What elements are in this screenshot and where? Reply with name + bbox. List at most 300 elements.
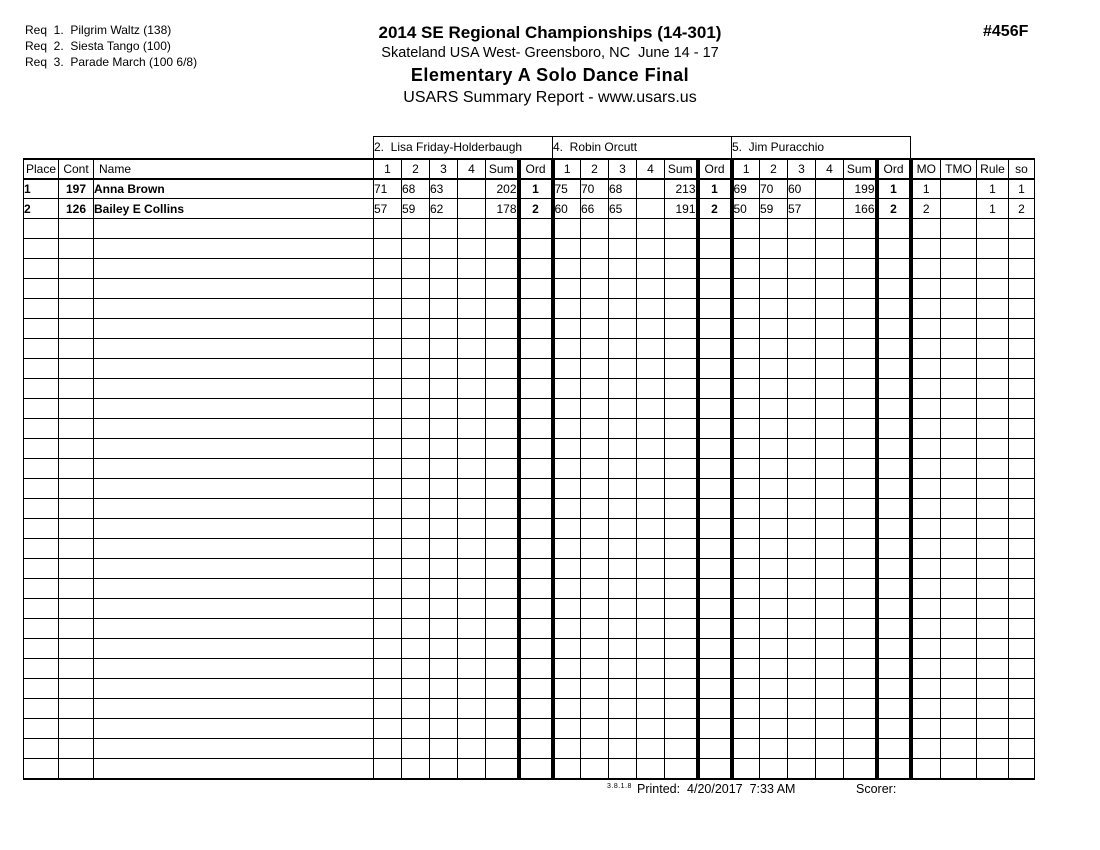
sum-cell bbox=[486, 479, 519, 499]
cont-number-cell bbox=[59, 239, 94, 259]
mo-cell bbox=[911, 219, 941, 239]
score-cell: 70 bbox=[760, 179, 788, 199]
score-cell bbox=[788, 259, 816, 279]
score-cell bbox=[788, 419, 816, 439]
title-block bbox=[0, 22, 1100, 108]
tmo-cell bbox=[941, 639, 977, 659]
score-cell bbox=[788, 279, 816, 299]
sum-cell bbox=[486, 259, 519, 279]
skater-name-cell bbox=[94, 479, 374, 499]
judge-name-label: 5. Jim Puracchio bbox=[732, 137, 911, 159]
empty-row bbox=[24, 619, 1035, 639]
col-header-place: Place bbox=[24, 159, 59, 179]
score-cell bbox=[553, 519, 581, 539]
tmo-cell bbox=[941, 659, 977, 679]
ordinal-cell bbox=[519, 639, 553, 659]
score-cell bbox=[637, 299, 665, 319]
so-cell bbox=[1009, 419, 1035, 439]
score-cell bbox=[788, 499, 816, 519]
tmo-cell bbox=[941, 579, 977, 599]
score-cell bbox=[637, 619, 665, 639]
judge-name-label: 2. Lisa Friday-Holderbaugh bbox=[374, 137, 553, 159]
score-cell bbox=[374, 359, 402, 379]
score-cell bbox=[581, 719, 609, 739]
rule-cell bbox=[977, 579, 1009, 599]
sum-cell bbox=[665, 259, 698, 279]
empty-row bbox=[24, 719, 1035, 739]
score-cell bbox=[816, 739, 844, 759]
score-cell bbox=[760, 579, 788, 599]
requirement-line: Req 2. Siesta Tango (100) bbox=[25, 39, 171, 53]
mo-cell bbox=[911, 299, 941, 319]
mo-cell bbox=[911, 399, 941, 419]
cont-number-cell bbox=[59, 299, 94, 319]
ordinal-cell bbox=[877, 379, 911, 399]
ordinal-cell bbox=[519, 379, 553, 399]
rule-cell: 1 bbox=[977, 179, 1009, 199]
empty-row bbox=[24, 439, 1035, 459]
mo-cell bbox=[911, 719, 941, 739]
tmo-cell bbox=[941, 759, 977, 779]
sum-cell bbox=[844, 479, 877, 499]
score-cell bbox=[637, 279, 665, 299]
ordinal-cell bbox=[698, 739, 732, 759]
score-cell bbox=[458, 319, 486, 339]
ordinal-cell bbox=[698, 339, 732, 359]
score-cell bbox=[581, 659, 609, 679]
mo-cell bbox=[911, 559, 941, 579]
skater-name-cell bbox=[94, 639, 374, 659]
score-cell bbox=[760, 359, 788, 379]
ordinal-cell: 1 bbox=[877, 179, 911, 199]
score-cell bbox=[581, 359, 609, 379]
score-cell bbox=[732, 619, 760, 639]
rule-cell bbox=[977, 479, 1009, 499]
score-cell bbox=[581, 419, 609, 439]
skater-name-cell bbox=[94, 459, 374, 479]
ordinal-cell bbox=[698, 479, 732, 499]
skater-name-cell bbox=[94, 599, 374, 619]
rule-cell bbox=[977, 559, 1009, 579]
score-cell bbox=[732, 299, 760, 319]
score-cell bbox=[732, 659, 760, 679]
cont-number-cell bbox=[59, 639, 94, 659]
score-cell bbox=[732, 519, 760, 539]
place-cell bbox=[24, 559, 59, 579]
score-cell bbox=[581, 619, 609, 639]
ordinal-cell bbox=[698, 619, 732, 639]
tmo-cell bbox=[941, 239, 977, 259]
so-cell bbox=[1009, 279, 1035, 299]
sum-cell bbox=[486, 639, 519, 659]
score-cell bbox=[458, 519, 486, 539]
score-cell bbox=[374, 259, 402, 279]
col-header-score: 3 bbox=[788, 159, 816, 179]
place-cell bbox=[24, 299, 59, 319]
ordinal-cell bbox=[698, 459, 732, 479]
score-cell bbox=[816, 279, 844, 299]
sum-cell bbox=[844, 359, 877, 379]
sum-cell bbox=[844, 379, 877, 399]
score-cell bbox=[816, 239, 844, 259]
score-cell bbox=[637, 579, 665, 599]
ordinal-cell bbox=[877, 539, 911, 559]
ordinal-cell: 2 bbox=[877, 199, 911, 219]
score-cell bbox=[581, 459, 609, 479]
score-cell bbox=[637, 379, 665, 399]
mo-cell: 1 bbox=[911, 179, 941, 199]
score-cell bbox=[374, 659, 402, 679]
sum-cell bbox=[665, 559, 698, 579]
score-cell bbox=[816, 599, 844, 619]
place-cell bbox=[24, 679, 59, 699]
ordinal-cell bbox=[698, 699, 732, 719]
score-cell bbox=[637, 519, 665, 539]
score-cell bbox=[458, 339, 486, 359]
score-cell bbox=[788, 399, 816, 419]
score-cell bbox=[732, 319, 760, 339]
place-cell bbox=[24, 479, 59, 499]
mo-cell bbox=[911, 359, 941, 379]
col-header-mo: MO bbox=[911, 159, 941, 179]
sum-cell bbox=[665, 439, 698, 459]
skater-name-cell bbox=[94, 439, 374, 459]
score-cell bbox=[458, 179, 486, 199]
ordinal-cell bbox=[698, 359, 732, 379]
so-cell bbox=[1009, 559, 1035, 579]
score-cell bbox=[458, 299, 486, 319]
empty-row bbox=[24, 459, 1035, 479]
empty-row bbox=[24, 379, 1035, 399]
score-cell bbox=[402, 359, 430, 379]
empty-row bbox=[24, 259, 1035, 279]
empty-row bbox=[24, 319, 1035, 339]
sum-cell bbox=[665, 679, 698, 699]
col-header-score: 2 bbox=[760, 159, 788, 179]
sum-cell: 166 bbox=[844, 199, 877, 219]
score-cell bbox=[732, 259, 760, 279]
score-cell bbox=[788, 679, 816, 699]
so-cell bbox=[1009, 379, 1035, 399]
cont-number-cell bbox=[59, 659, 94, 679]
ordinal-cell bbox=[877, 219, 911, 239]
score-cell bbox=[581, 559, 609, 579]
score-cell bbox=[458, 659, 486, 679]
ordinal-cell bbox=[519, 339, 553, 359]
score-cell bbox=[609, 559, 637, 579]
score-cell bbox=[458, 459, 486, 479]
empty-row bbox=[24, 339, 1035, 359]
score-cell bbox=[788, 339, 816, 359]
sum-cell bbox=[486, 559, 519, 579]
sum-cell bbox=[844, 319, 877, 339]
score-cell bbox=[816, 259, 844, 279]
tmo-cell bbox=[941, 499, 977, 519]
score-cell bbox=[553, 539, 581, 559]
score-cell bbox=[732, 719, 760, 739]
score-cell bbox=[788, 599, 816, 619]
empty-row bbox=[24, 599, 1035, 619]
ordinal-cell bbox=[877, 639, 911, 659]
score-cell bbox=[637, 339, 665, 359]
score-cell bbox=[458, 559, 486, 579]
score-cell bbox=[637, 179, 665, 199]
score-cell bbox=[430, 279, 458, 299]
ordinal-cell bbox=[877, 459, 911, 479]
skater-name-cell bbox=[94, 299, 374, 319]
score-cell bbox=[760, 539, 788, 559]
score-cell bbox=[458, 499, 486, 519]
score-cell bbox=[581, 539, 609, 559]
col-header-sum: Sum bbox=[486, 159, 519, 179]
ordinal-cell bbox=[877, 559, 911, 579]
score-cell bbox=[402, 579, 430, 599]
score-cell bbox=[816, 179, 844, 199]
sum-cell bbox=[486, 599, 519, 619]
sum-cell bbox=[844, 459, 877, 479]
cont-number-cell bbox=[59, 219, 94, 239]
sum-cell bbox=[665, 719, 698, 739]
mo-cell bbox=[911, 759, 941, 779]
rule-cell bbox=[977, 599, 1009, 619]
score-cell bbox=[788, 559, 816, 579]
rule-cell bbox=[977, 699, 1009, 719]
score-cell bbox=[458, 259, 486, 279]
tmo-cell bbox=[941, 479, 977, 499]
rule-cell bbox=[977, 519, 1009, 539]
ordinal-cell bbox=[698, 719, 732, 739]
score-cell bbox=[430, 339, 458, 359]
score-cell bbox=[760, 759, 788, 779]
place-cell bbox=[24, 539, 59, 559]
score-cell bbox=[637, 699, 665, 719]
score-cell bbox=[760, 559, 788, 579]
score-cell bbox=[581, 239, 609, 259]
ordinal-cell bbox=[877, 479, 911, 499]
sum-cell bbox=[665, 479, 698, 499]
tmo-cell bbox=[941, 459, 977, 479]
mo-cell bbox=[911, 679, 941, 699]
score-cell: 68 bbox=[609, 179, 637, 199]
ordinal-cell bbox=[519, 439, 553, 459]
sum-cell bbox=[665, 359, 698, 379]
mo-cell bbox=[911, 319, 941, 339]
skater-name-cell bbox=[94, 279, 374, 299]
score-cell bbox=[732, 559, 760, 579]
score-cell bbox=[732, 239, 760, 259]
rule-cell bbox=[977, 459, 1009, 479]
score-cell bbox=[430, 299, 458, 319]
sum-cell bbox=[486, 299, 519, 319]
sum-cell bbox=[844, 219, 877, 239]
score-cell bbox=[732, 599, 760, 619]
score-cell bbox=[430, 759, 458, 779]
col-header-name: Name bbox=[94, 159, 374, 179]
ordinal-cell bbox=[877, 499, 911, 519]
sum-cell bbox=[665, 499, 698, 519]
tmo-cell bbox=[941, 519, 977, 539]
score-cell: 75 bbox=[553, 179, 581, 199]
so-cell bbox=[1009, 719, 1035, 739]
place-cell bbox=[24, 419, 59, 439]
score-cell bbox=[760, 339, 788, 359]
ordinal-cell bbox=[519, 619, 553, 639]
score-cell bbox=[609, 259, 637, 279]
score-cell bbox=[732, 499, 760, 519]
score-cell bbox=[553, 339, 581, 359]
score-cell bbox=[553, 659, 581, 679]
skater-name-cell: Anna Brown bbox=[94, 179, 374, 199]
score-cell bbox=[788, 459, 816, 479]
so-cell: 2 bbox=[1009, 199, 1035, 219]
sum-cell bbox=[486, 379, 519, 399]
score-cell bbox=[788, 319, 816, 339]
score-cell bbox=[553, 219, 581, 239]
score-cell bbox=[788, 519, 816, 539]
score-cell bbox=[458, 679, 486, 699]
score-cell bbox=[374, 539, 402, 559]
sum-cell bbox=[486, 679, 519, 699]
score-cell: 71 bbox=[374, 179, 402, 199]
mo-cell: 2 bbox=[911, 199, 941, 219]
score-cell: 68 bbox=[402, 179, 430, 199]
score-cell bbox=[458, 359, 486, 379]
ordinal-cell bbox=[519, 239, 553, 259]
score-cell bbox=[732, 539, 760, 559]
score-cell bbox=[637, 219, 665, 239]
place-cell bbox=[24, 599, 59, 619]
score-cell bbox=[637, 239, 665, 259]
score-cell bbox=[609, 759, 637, 779]
score-cell bbox=[374, 419, 402, 439]
score-cell: 66 bbox=[581, 199, 609, 219]
so-cell bbox=[1009, 459, 1035, 479]
ordinal-cell bbox=[698, 219, 732, 239]
sum-cell bbox=[665, 419, 698, 439]
score-cell bbox=[430, 699, 458, 719]
score-cell bbox=[609, 239, 637, 259]
score-cell bbox=[553, 739, 581, 759]
score-cell bbox=[816, 199, 844, 219]
requirement-line: Req 1. Pilgrim Waltz (138) bbox=[25, 23, 172, 37]
ordinal-cell bbox=[519, 719, 553, 739]
skater-result-row bbox=[24, 199, 1035, 219]
sum-cell bbox=[665, 739, 698, 759]
skater-name-cell bbox=[94, 579, 374, 599]
score-cell bbox=[609, 519, 637, 539]
sum-cell bbox=[844, 399, 877, 419]
tmo-cell bbox=[941, 339, 977, 359]
sum-cell bbox=[844, 419, 877, 439]
score-cell bbox=[609, 499, 637, 519]
place-cell bbox=[24, 659, 59, 679]
skater-name-cell bbox=[94, 359, 374, 379]
score-cell bbox=[374, 239, 402, 259]
rule-cell bbox=[977, 399, 1009, 419]
ordinal-cell bbox=[877, 339, 911, 359]
score-cell bbox=[581, 739, 609, 759]
score-cell bbox=[374, 479, 402, 499]
score-cell bbox=[609, 619, 637, 639]
mo-cell bbox=[911, 659, 941, 679]
ordinal-cell bbox=[519, 259, 553, 279]
score-cell bbox=[553, 499, 581, 519]
score-cell bbox=[581, 639, 609, 659]
empty-row bbox=[24, 699, 1035, 719]
so-cell bbox=[1009, 239, 1035, 259]
score-cell bbox=[788, 379, 816, 399]
mo-cell bbox=[911, 579, 941, 599]
place-cell bbox=[24, 399, 59, 419]
place-cell bbox=[24, 219, 59, 239]
report-type-line: USARS Summary Report - www.usars.us bbox=[403, 89, 697, 106]
score-cell bbox=[402, 299, 430, 319]
cont-number-cell bbox=[59, 359, 94, 379]
so-cell: 1 bbox=[1009, 179, 1035, 199]
mo-cell bbox=[911, 539, 941, 559]
score-cell bbox=[458, 719, 486, 739]
score-cell bbox=[609, 379, 637, 399]
empty-row bbox=[24, 359, 1035, 379]
rule-cell bbox=[977, 759, 1009, 779]
score-cell bbox=[430, 679, 458, 699]
ordinal-cell bbox=[877, 699, 911, 719]
sum-cell bbox=[844, 719, 877, 739]
sum-cell bbox=[486, 699, 519, 719]
software-version: 3.8.1.8 bbox=[607, 783, 632, 790]
score-cell bbox=[374, 559, 402, 579]
sum-cell: 178 bbox=[486, 199, 519, 219]
col-header-score: 3 bbox=[430, 159, 458, 179]
score-cell bbox=[816, 219, 844, 239]
score-cell bbox=[374, 439, 402, 459]
sum-cell bbox=[844, 679, 877, 699]
sum-cell bbox=[665, 379, 698, 399]
ordinal-cell bbox=[698, 639, 732, 659]
score-cell bbox=[458, 739, 486, 759]
sum-cell bbox=[486, 759, 519, 779]
score-cell bbox=[816, 679, 844, 699]
score-cell: 57 bbox=[374, 199, 402, 219]
ordinal-cell bbox=[519, 599, 553, 619]
sum-cell bbox=[486, 659, 519, 679]
score-cell bbox=[788, 619, 816, 639]
score-cell bbox=[637, 639, 665, 659]
column-header-row bbox=[24, 159, 1035, 179]
ordinal-cell bbox=[519, 279, 553, 299]
score-cell bbox=[637, 399, 665, 419]
col-header-score: 1 bbox=[374, 159, 402, 179]
score-cell bbox=[430, 559, 458, 579]
col-header-score: 1 bbox=[732, 159, 760, 179]
score-cell bbox=[402, 759, 430, 779]
mo-cell bbox=[911, 739, 941, 759]
score-cell bbox=[374, 499, 402, 519]
score-cell bbox=[430, 739, 458, 759]
score-cell bbox=[402, 599, 430, 619]
score-cell: 57 bbox=[788, 199, 816, 219]
rule-cell bbox=[977, 359, 1009, 379]
ordinal-cell bbox=[698, 439, 732, 459]
skater-result-row bbox=[24, 179, 1035, 199]
score-cell bbox=[816, 319, 844, 339]
score-cell bbox=[788, 219, 816, 239]
score-cell bbox=[402, 219, 430, 239]
rule-cell bbox=[977, 739, 1009, 759]
ordinal-cell bbox=[698, 379, 732, 399]
skater-name-cell bbox=[94, 239, 374, 259]
score-cell bbox=[402, 619, 430, 639]
